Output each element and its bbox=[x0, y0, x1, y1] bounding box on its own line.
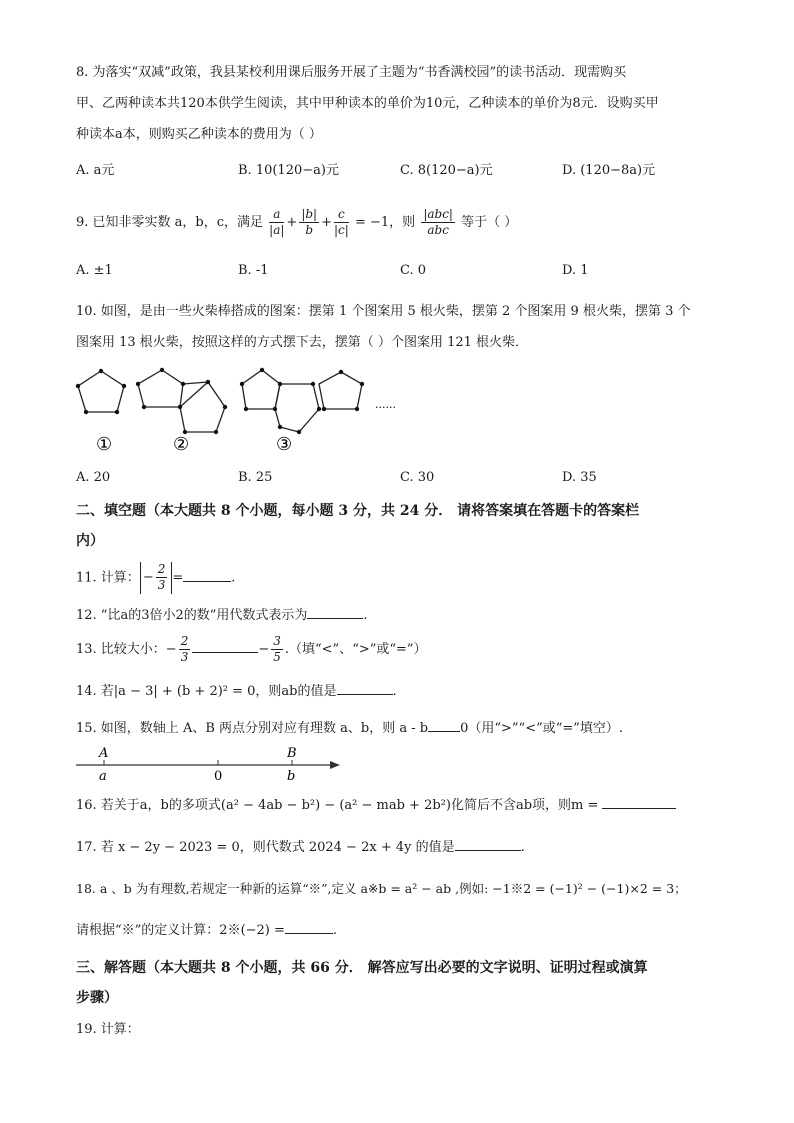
q18-line-2 bbox=[76, 919, 337, 941]
point-A-label: A bbox=[99, 746, 109, 761]
q13-f1-den: 3 bbox=[180, 650, 189, 664]
q9-prefix: 9. 已知非零实数 a，b，c，满足 bbox=[76, 215, 264, 230]
q12-end: . bbox=[363, 608, 368, 623]
point-B-label: B bbox=[287, 746, 297, 761]
pattern-1-pentagon bbox=[78, 371, 124, 412]
q15-answer-blank[interactable] bbox=[428, 717, 460, 732]
q8-line-3: 种读本a本，则购买乙种读本的费用为（ ） bbox=[76, 127, 322, 142]
q15-suffix: 0（用“>”“<”或“=”填空）. bbox=[460, 721, 624, 736]
arrow-right-icon bbox=[330, 761, 340, 769]
q11 bbox=[76, 562, 235, 595]
q16-answer-blank[interactable] bbox=[602, 794, 676, 809]
q9-f3-den: |c| bbox=[334, 223, 349, 237]
point-b-value: b bbox=[287, 769, 296, 784]
section-3-heading-line-1: 三、解答题（本大题共 8 个小题，共 66 分． 解答应写出必要的文字说明、证明过程或演算 bbox=[76, 960, 648, 976]
q13 bbox=[76, 632, 427, 668]
q9-fraction-abc bbox=[421, 207, 455, 238]
pattern-label-3: ③ bbox=[276, 434, 293, 455]
q9-f4-den: abc bbox=[427, 223, 449, 237]
q8-line-2: 甲、乙两种读本共120本供学生阅读，其中甲种读本的单价为10元，乙种读本的单价为8元．设购买甲 bbox=[76, 96, 659, 111]
q9-options bbox=[76, 260, 716, 282]
q9-f2-den: b bbox=[305, 223, 314, 237]
pattern-3-pentagon-left bbox=[242, 370, 280, 409]
q9-f2-num: |b| bbox=[301, 207, 318, 221]
number-line bbox=[72, 742, 352, 786]
q11-frac-den: 3 bbox=[157, 578, 166, 592]
q11-minus: − bbox=[142, 570, 154, 585]
q9-stem: 9. 已知非零实数 a，b，c，满足 $\frac{a}{|a|}$ + $\frac{|b|}{b}$ + $\frac{c}{|c|}$ = −1，则 $\frac{\text{|abc|}}{\text{abc}}$ 等于（ ） bbox=[76, 207, 518, 237]
q13-f2-den: 5 bbox=[273, 650, 281, 664]
q9-f1-den: |a| bbox=[269, 223, 285, 237]
q17 bbox=[76, 836, 525, 858]
q11-end: . bbox=[231, 570, 236, 586]
pattern-label-2: ② bbox=[173, 434, 190, 455]
q9-option-b: B. -1 bbox=[238, 263, 269, 278]
q11-equals: = bbox=[172, 570, 184, 586]
q9-fraction-b bbox=[299, 207, 319, 238]
q18-answer-blank[interactable] bbox=[285, 919, 333, 934]
section-2-heading-line-1: 二、填空题（本大题共 8 个小题，每小题 3 分，共 24 分． 请将答案填在答题卡的答案栏 bbox=[76, 503, 640, 519]
q14 bbox=[76, 680, 397, 702]
q13-suffix: .（填“<”、“>”或“=”） bbox=[284, 642, 427, 657]
q9-mid: = −1，则 bbox=[354, 215, 416, 230]
q16-text: 16. 若关于a，b的多项式(a² − 4ab − b²) − (a² − mab + 2b²)化简后不含ab项，则m = bbox=[76, 798, 599, 813]
q8-option-c: C. 8(120−a)元 bbox=[400, 163, 493, 178]
q9-option-a: A. ±1 bbox=[76, 263, 113, 278]
q11-fraction bbox=[156, 562, 168, 593]
q10-option-b: B. 25 bbox=[238, 470, 273, 485]
section-3-heading-line-2: 步骤） bbox=[76, 990, 118, 1006]
q11-frac-num: 2 bbox=[157, 562, 166, 576]
section-2-heading-line-2: 内） bbox=[76, 533, 104, 549]
q13-fraction-1 bbox=[179, 634, 191, 665]
q10-option-a: A. 20 bbox=[76, 470, 111, 485]
q9-fraction-c bbox=[334, 207, 349, 238]
q15-text: 15. 如图，数轴上 A、B 两点分别对应有理数 a、b，则 a - b bbox=[76, 721, 429, 736]
pattern-ellipsis: ...... bbox=[375, 398, 396, 411]
q8-options bbox=[76, 160, 716, 182]
matchstick-pentagon-figure bbox=[70, 362, 410, 462]
q18-line-1: 18. a 、b 为有理数,若规定一种新的运算“※”,定义 a※b = a² − ab ,例如: −1※2 = (−1)² − (−1)×2 = 3； bbox=[76, 881, 687, 896]
pattern-3-pentagon-middle bbox=[275, 384, 319, 432]
q13-f1-num: 2 bbox=[180, 634, 189, 648]
q10-line-1: 10. 如图，是由一些火柴棒搭成的图案：摆第 1 个图案用 5 根火柴，摆第 2 个图案用 9 根火柴，摆第 3 个 bbox=[76, 304, 691, 319]
q9-suffix: 等于（ ） bbox=[461, 215, 518, 230]
q8-option-b: B. 10(120−a)元 bbox=[238, 163, 339, 178]
q9-option-c: C. 0 bbox=[400, 263, 427, 278]
q11-answer-blank[interactable] bbox=[183, 567, 231, 582]
q12-text: 12. “比a的3倍小2的数”用代数式表示为 bbox=[76, 608, 308, 623]
q9-f1-num: a bbox=[269, 207, 284, 223]
q18-text: 请根据“※”的定义计算：2※(−2) = bbox=[76, 923, 285, 938]
q13-minus: − bbox=[258, 642, 270, 657]
q9-option-d: D. 1 bbox=[562, 263, 589, 278]
pattern-2-pentagon-left bbox=[138, 370, 183, 407]
q10-line-2: 图案用 13 根火柴，按照这样的方式摆下去，摆第（ ）个图案用 121 根火柴． bbox=[76, 335, 529, 350]
pattern-3-pentagon-right bbox=[319, 372, 362, 409]
q13-prefix: 13. 比较大小：− bbox=[76, 642, 177, 657]
q12 bbox=[76, 604, 368, 626]
q8-line-1: 8. 为落实“双减”政策，我县某校利用课后服务开展了主题为“书香满校园”的读书活动．现需购买 bbox=[76, 65, 627, 80]
q17-answer-blank[interactable] bbox=[455, 836, 521, 851]
origin-label: 0 bbox=[214, 769, 223, 784]
q13-fraction-2 bbox=[271, 634, 283, 665]
q11-absolute-value bbox=[140, 562, 173, 594]
q16 bbox=[76, 794, 676, 816]
pattern-label-1: ① bbox=[96, 434, 113, 455]
q9-f4-num: |abc| bbox=[423, 207, 453, 221]
q13-f2-num: 3 bbox=[273, 634, 281, 648]
pattern-2-pentagon-right bbox=[180, 382, 225, 432]
q10-options bbox=[76, 467, 716, 489]
q14-text: 14. 若|a − 3| + (b + 2)² = 0，则ab的值是 bbox=[76, 684, 337, 699]
q18-end: . bbox=[332, 923, 338, 938]
q9-fraction-a bbox=[269, 207, 284, 238]
q19: 19. 计算： bbox=[76, 1022, 140, 1037]
point-a-value: a bbox=[99, 769, 107, 784]
q14-end: . bbox=[392, 684, 397, 699]
q8-option-d: D. (120−8a)元 bbox=[562, 163, 656, 178]
q10-option-d: D. 35 bbox=[562, 470, 597, 485]
q13-answer-blank[interactable] bbox=[192, 638, 258, 653]
q17-text: 17. 若 x − 2y − 2023 = 0，则代数式 2024 − 2x + 4y 的值是 bbox=[76, 840, 455, 855]
q14-answer-blank[interactable] bbox=[337, 680, 393, 695]
q9-f3-num: c bbox=[334, 207, 349, 223]
q8-option-a: A. a元 bbox=[76, 163, 115, 178]
q11-prefix: 11. 计算： bbox=[76, 570, 140, 586]
q17-end: . bbox=[520, 840, 525, 855]
q15 bbox=[76, 717, 623, 739]
q12-answer-blank[interactable] bbox=[307, 604, 363, 619]
q10-option-c: C. 30 bbox=[400, 470, 435, 485]
